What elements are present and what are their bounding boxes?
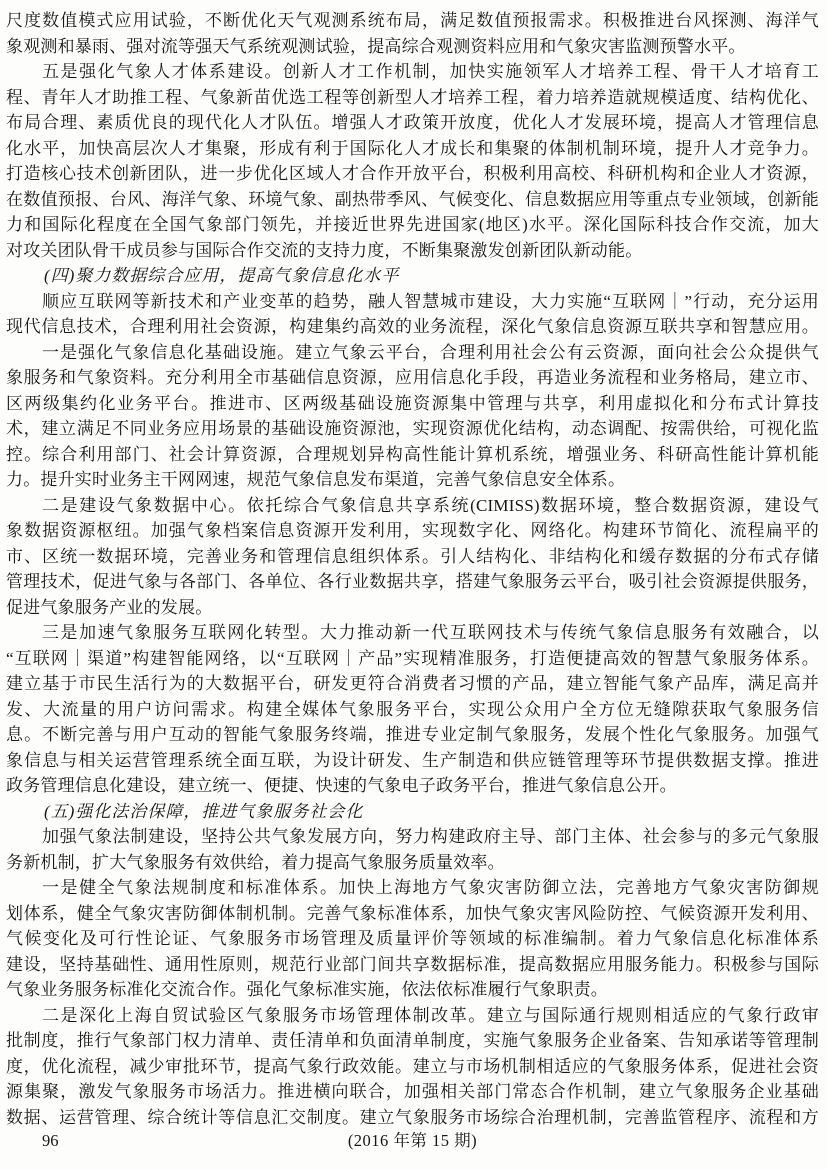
section-heading: (五)强化法治保障，推进气象服务社会化	[44, 801, 364, 821]
text-line: 术，建立满足不同业务应用场景的基础设施资源池，实现资源优化结构，动态调配、按需供给，可视化监	[6, 419, 819, 438]
text-line: 打造核心技术创新团队，进一步优化区域人才合作开放平台，积极利用高校、科研机构和企业人才资源，	[6, 164, 819, 183]
text-line: 划体系，健全气象灾害防御体制机制。完善气象标准体系，加快气象灾害风险防控、气候资源开发利用、	[6, 903, 819, 923]
text-line: 三是加速气象服务互联网化转型。大力推动新一代互联网技术与传统气象信息服务有效融合，以	[42, 623, 819, 642]
text-line: 管理技术，促进气象与各部门、各单位、各行业数据共享，搭建气象服务云平台，吸引社会资源提供服务，	[6, 572, 819, 591]
text-line: 气象业务服务标准化交流合作。强化气象标准实施，依法依标准履行气象职责。	[6, 980, 608, 999]
text-line: 建设，坚持基础性、通用性原则，规范行业部门间共享数据标准，提高数据应用服务能力。积极参与国际	[6, 954, 819, 974]
text-line: 区两级集约化业务平台。推进市、区两级基础设施资源集中管理与共享，利用虚拟化和分布式计算技	[6, 393, 819, 413]
text-line: 五是强化气象人才体系建设。创新人才工作机制，加快实施领军人才培养工程、骨干人才培育工	[42, 62, 819, 81]
text-line: 气候变化及可行性论证、气象服务市场管理及质量评价等领域的标准编制。着力气象信息化标准体系	[6, 929, 819, 948]
page-footer	[6, 1128, 819, 1154]
text-line: 在数值预报、台风、海洋气象、环境气象、副热带季风、气候变化、信息数据应用等重点专业领域，创新能	[6, 189, 819, 209]
text-line: 现代信息技术，合理利用社会资源，构建集约高效的业务流程，深化气象信息资源互联共享和智慧应用。	[6, 317, 819, 336]
text-line: 市、区统一数据环境，完善业务和管理信息组织体系。引人结构化、非结构化和缓存数据的分布式存储	[6, 546, 819, 566]
text-block	[6, 8, 819, 1130]
text-line: 一是强化气象信息化基础设施。建立气象云平台，合理利用社会公有云资源，面向社会公众提供气	[42, 342, 819, 362]
page-number: 96	[42, 1131, 59, 1150]
text-line: 政务管理信息化建设，建立统一、便捷、快速的气象电子政务平台，推进气象信息公开。	[6, 776, 677, 795]
section-heading: (四)聚力数据综合应用，提高气象信息化水平	[44, 266, 400, 285]
text-line: 控。综合利用部门、社会计算资源，合理规划异构高性能计算机系统，增强业务、科研高性能计算机能	[6, 444, 819, 464]
text-line: 度，优化流程，减少审批环节，提高气象行政效能。建立与市场机制相适应的气象服务体系，促进社会资	[6, 1056, 819, 1076]
text-line: 促进气象服务产业的发展。	[6, 597, 213, 617]
text-line: 象数据资源枢纽。加强气象档案信息资源开发利用，实现数字化、网络化。构建环节简化、流程扁平的	[6, 521, 819, 540]
text-line: 一是健全气象法规制度和标准体系。加快上海地方气象灾害防御立法，完善地方气象灾害防御规	[42, 878, 819, 897]
text-line: 尺度数值模式应用试验，不断优化天气观测系统布局，满足数值预报需求。积极推进台风探测、海洋气	[6, 11, 819, 30]
text-line: 程、青年人才助推工程、气象新苗优选工程等创新型人才培养工程，着力培养造就规模适度、结构优化、	[6, 87, 819, 107]
text-line: 布局合理、素质优良的现代化人才队伍。增强人才政策开放度，优化人才发展环境，提高人才管理信息	[6, 113, 819, 132]
text-line: 源集聚，激发气象服务市场活力。推进横向联合，加强相关部门常态合作机制，建立气象服务企业基础	[6, 1082, 819, 1101]
text-line: 力和国际化程度在全国气象部门领先，并接近世界先进国家(地区)水平。深化国际科技合作交流，加大	[6, 215, 819, 234]
text-line: 批制度，推行气象部门权力清单、责任清单和负面清单制度，实施气象服务企业备案、告知承诺等管理制	[6, 1031, 819, 1050]
text-line: 息。不断完善与用户互动的智能气象服务终端，推进专业定制气象服务，发展个性化气象服务。加强气	[6, 725, 819, 744]
text-line: 顺应互联网等新技术和产业变革的趋势，融人智慧城市建设，大力实施“互联网｜”行动，充分运用	[42, 291, 819, 311]
text-line: 加强气象法制建设，坚持公共气象发展方向，努力构建政府主导、部门主体、社会参与的多元气象服	[42, 827, 819, 846]
text-line: 二是深化上海自贸试验区气象服务市场管理体制改革。建立与国际通行规则相适应的气象行政审	[42, 1005, 819, 1025]
text-line: 象观测和暴雨、强对流等强天气系统观测试验，提高综合观测资料应用和气象灾害监测预警水平。	[6, 36, 746, 56]
text-line: 力。提升实时业务主干网网速，规范气象信息发布渠道，完善气象信息安全体系。	[6, 470, 626, 489]
text-line: 象信息与相关运营管理系统全面互联，为设计研发、生产制造和供应链管理等环节提供数据支撑。推进	[6, 750, 819, 770]
text-line: 化水平，加快高层次人才集聚，形成有利于国际化人才成长和集聚的体制机制环境，提升人才竞争力。	[6, 138, 819, 158]
text-line: “互联网｜渠道”构建智能网络，以“互联网｜产品”实现精准服务，打造便捷高效的智慧气象服务体系。	[6, 648, 819, 668]
text-line: 发、大流量的用户访问需求。构建全媒体气象服务平台，实现公众用户全方位无缝隙获取气象服务信	[6, 699, 819, 719]
issue-label: (2016 年第 15 期)	[347, 1131, 478, 1150]
text-line: 二是建设气象数据中心。依托综合气象信息共享系统(CIMISS)数据环境，整合数据资源，建设气	[42, 495, 819, 515]
text-line: 务新机制，扩大气象服务有效供给，着力提高气象服务质量效率。	[6, 852, 505, 872]
text-line: 数据、运营管理、综合统计等信息汇交制度。建立气象服务市场综合治理机制，完善监管程序、流程和方	[6, 1107, 819, 1127]
text-line: 象服务和气象资料。充分利用全市基础信息资源，应用信息化手段，再造业务流程和业务格局，建立市、	[6, 368, 819, 387]
text-line: 对攻关团队骨干成员参与国际合作交流的支持力度，不断集聚激发创新团队新动能。	[6, 240, 643, 260]
text-line: 建立基于市民生活行为的大数据平台，研发更符合消费者习惯的产品，建立智能气象产品库，满足高并	[6, 674, 819, 693]
